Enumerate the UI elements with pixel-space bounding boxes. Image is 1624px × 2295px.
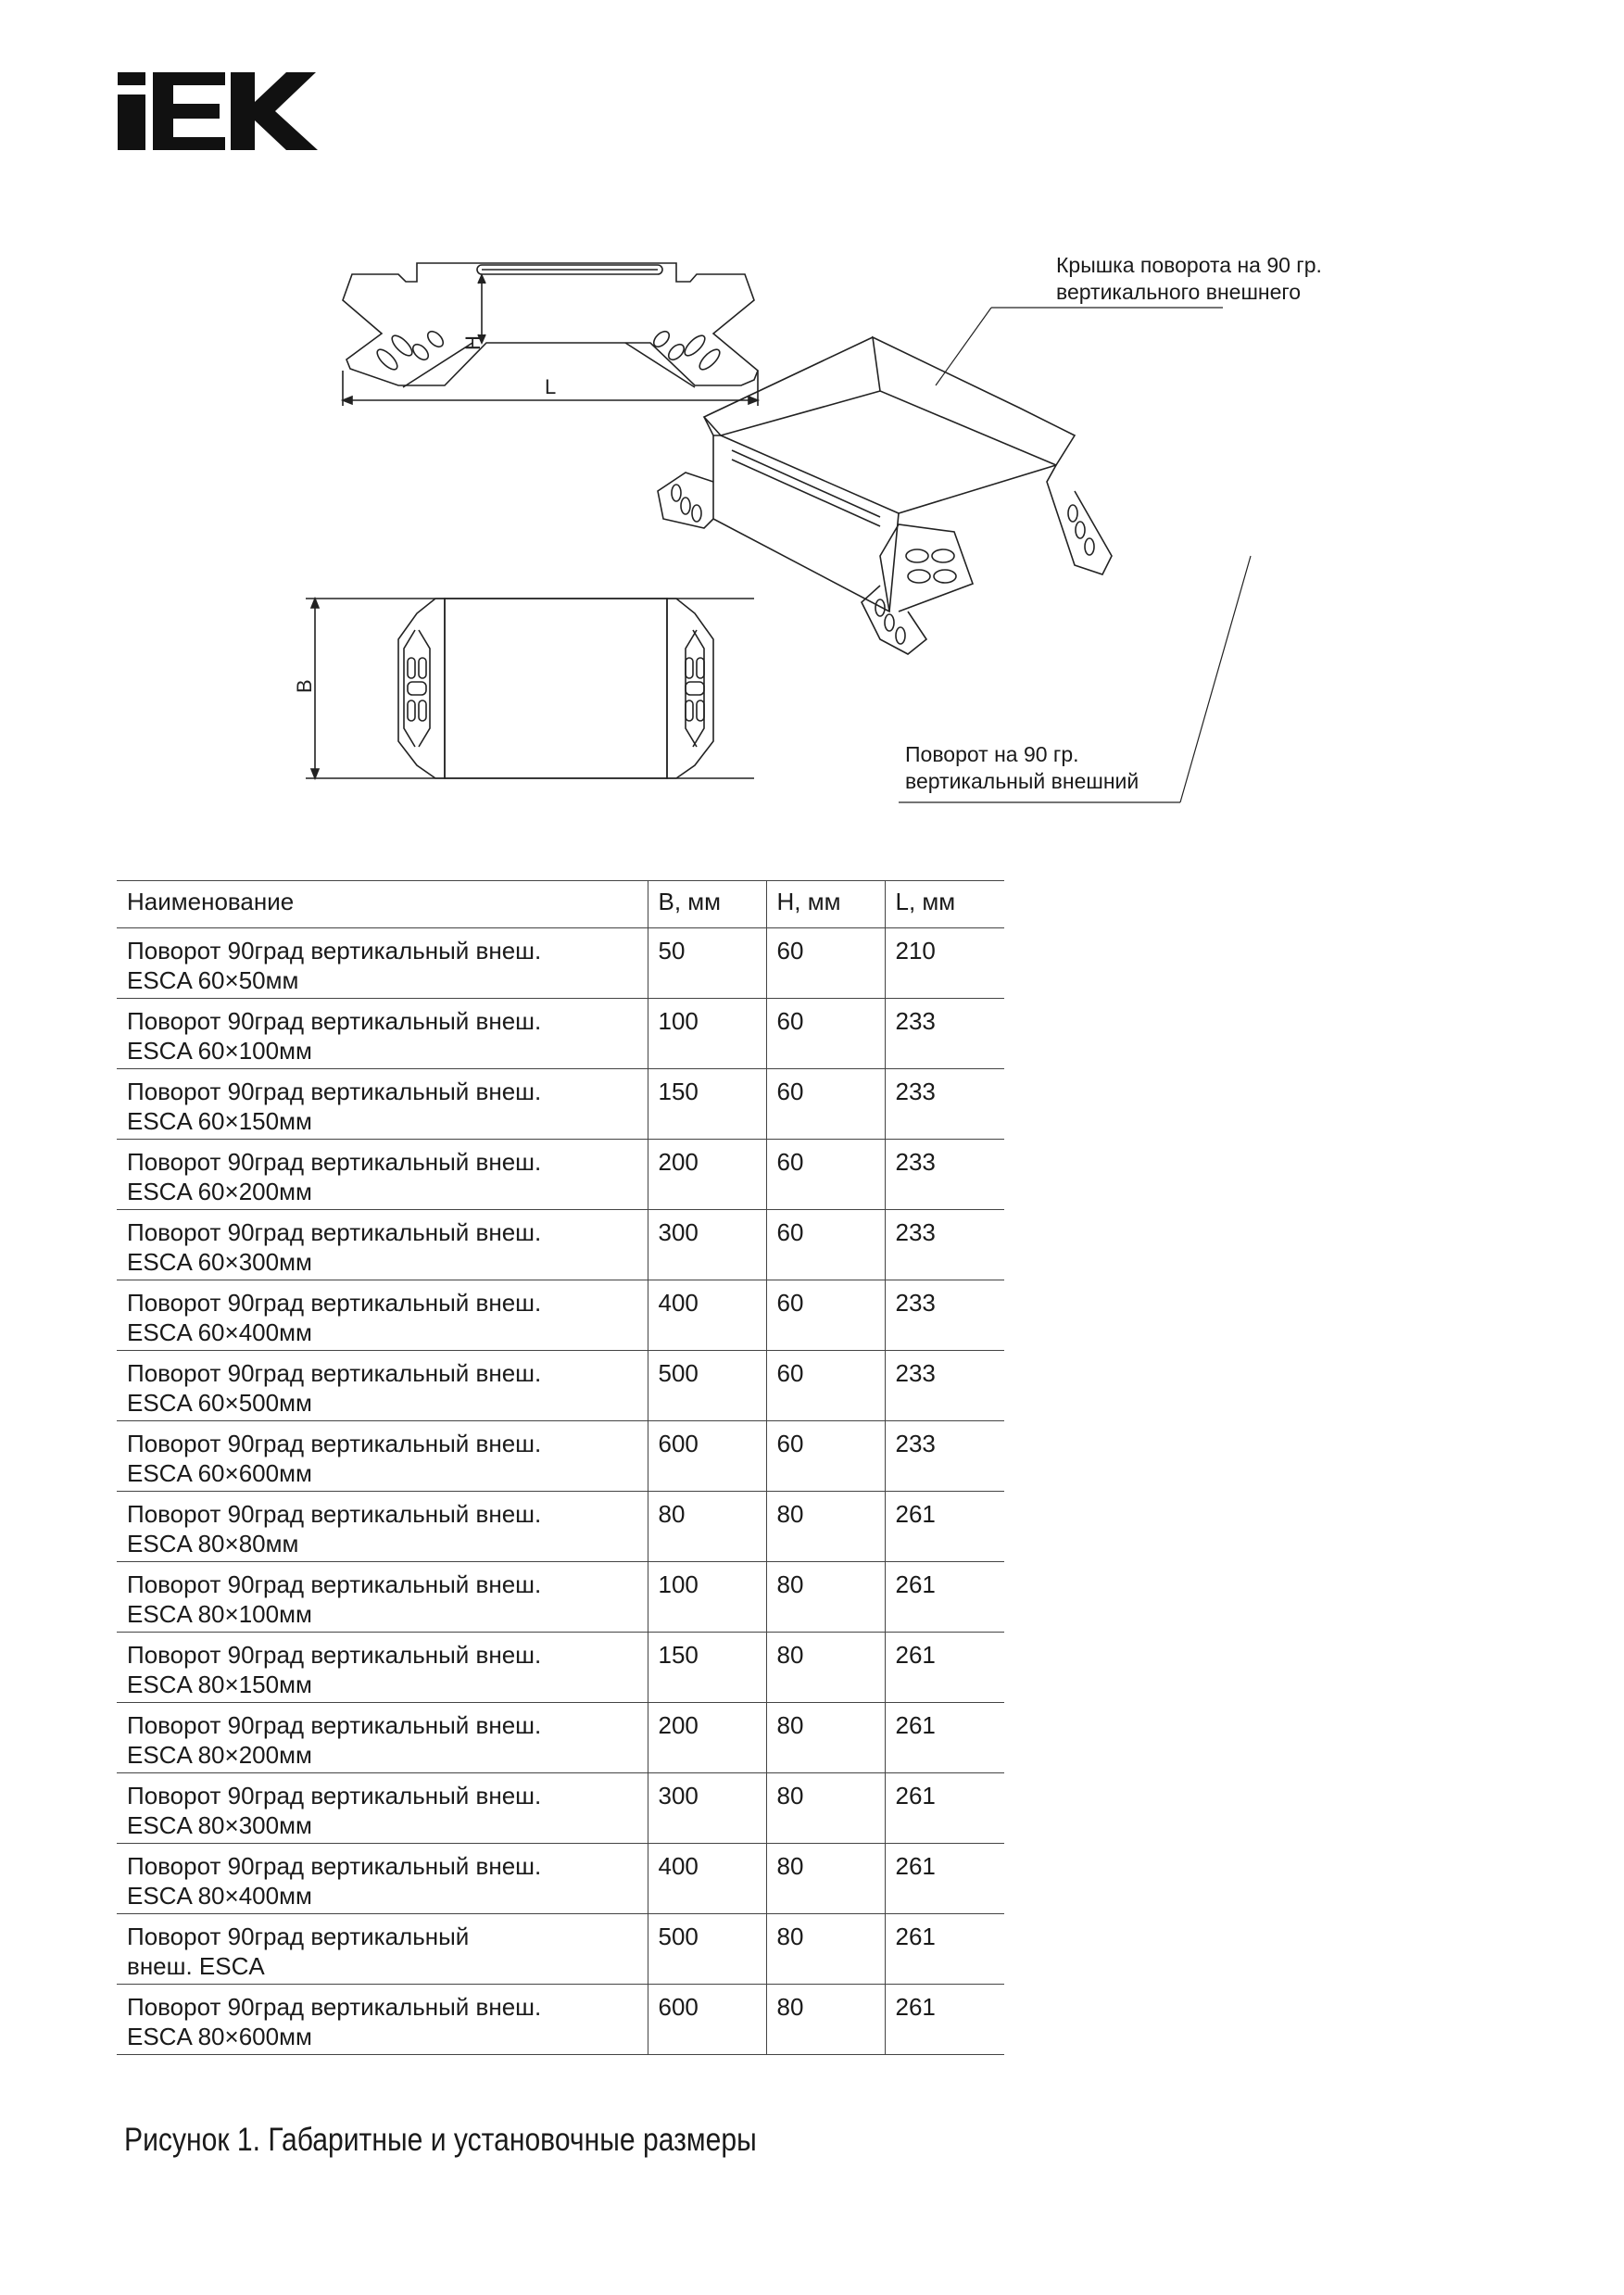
cell-l: 233 <box>885 1421 1004 1492</box>
dim-b-label: B <box>293 679 316 693</box>
cell-h: 80 <box>766 1773 885 1844</box>
cell-l: 261 <box>885 1562 1004 1633</box>
cell-h: 80 <box>766 1492 885 1562</box>
technical-drawing <box>293 250 1353 825</box>
cell-b: 500 <box>648 1351 766 1421</box>
cell-name-line1: Поворот 90град вертикальный внеш. <box>127 1993 542 2021</box>
cell-l: 261 <box>885 1844 1004 1914</box>
table-row <box>117 1140 1004 1210</box>
cell-name <box>117 1069 648 1140</box>
cell-l: 261 <box>885 1985 1004 2055</box>
cell-name-line2: ESCA 60×500мм <box>127 1389 312 1417</box>
table-row <box>117 1421 1004 1492</box>
turn-callout <box>905 741 1139 795</box>
cell-name-line1: Поворот 90град вертикальный внеш. <box>127 1007 542 1035</box>
cell-h: 60 <box>766 1140 885 1210</box>
cell-name-line2: ESCA 60×150мм <box>127 1107 312 1135</box>
cell-name <box>117 1280 648 1351</box>
cell-h: 80 <box>766 1703 885 1773</box>
table-row <box>117 1562 1004 1633</box>
cell-h: 60 <box>766 928 885 999</box>
cell-name-line1: Поворот 90град вертикальный внеш. <box>127 1641 542 1669</box>
cell-l: 233 <box>885 1069 1004 1140</box>
dimensions-table <box>117 880 1004 2055</box>
table-body <box>117 928 1004 2055</box>
cell-name-line2: ESCA 80×80мм <box>127 1530 299 1557</box>
cell-l: 233 <box>885 1351 1004 1421</box>
header-h: H, мм <box>766 881 885 928</box>
cell-h: 60 <box>766 1280 885 1351</box>
cell-name-line2: ESCA 60×300мм <box>127 1248 312 1276</box>
cell-b: 200 <box>648 1140 766 1210</box>
cell-l: 261 <box>885 1492 1004 1562</box>
cell-h: 80 <box>766 1844 885 1914</box>
table-row <box>117 1280 1004 1351</box>
cell-h: 80 <box>766 1985 885 2055</box>
cell-name-line1: Поворот 90град вертикальный внеш. <box>127 1289 542 1317</box>
cell-b: 400 <box>648 1844 766 1914</box>
cell-b: 50 <box>648 928 766 999</box>
cell-name-line2: ESCA 60×100мм <box>127 1037 312 1065</box>
table-row <box>117 1985 1004 2055</box>
cell-name <box>117 1703 648 1773</box>
cell-name-line2: ESCA 80×400мм <box>127 1882 312 1910</box>
cell-name-line2: внеш. ESCA <box>127 1952 265 1980</box>
cell-name-line2: ESCA 60×400мм <box>127 1318 312 1346</box>
cell-b: 600 <box>648 1421 766 1492</box>
table-row <box>117 928 1004 999</box>
cell-name-line2: ESCA 80×150мм <box>127 1671 312 1698</box>
header-l: L, мм <box>885 881 1004 928</box>
cell-l: 233 <box>885 1280 1004 1351</box>
dim-h-label: H <box>461 335 485 350</box>
cell-name-line2: ESCA 80×600мм <box>127 2023 312 2050</box>
cell-name-line1: Поворот 90град вертикальный внеш. <box>127 1711 542 1739</box>
figure-caption: Рисунок 1. Габаритные и установочные размеры <box>124 2122 757 2158</box>
cell-name-line2: ESCA 60×600мм <box>127 1459 312 1487</box>
cell-h: 60 <box>766 999 885 1069</box>
turn-callout-line2: вертикальный внешний <box>905 769 1139 793</box>
cell-b: 300 <box>648 1773 766 1844</box>
cell-name-line2: ESCA 60×200мм <box>127 1178 312 1205</box>
table-row <box>117 1351 1004 1421</box>
header-name: Наименование <box>117 881 648 928</box>
cell-h: 80 <box>766 1562 885 1633</box>
cell-name-line2: ESCA 60×50мм <box>127 966 299 994</box>
cover-callout <box>1056 252 1322 306</box>
cell-b: 600 <box>648 1985 766 2055</box>
cell-name <box>117 1421 648 1492</box>
cell-name <box>117 1985 648 2055</box>
table-row <box>117 1069 1004 1140</box>
cell-name-line1: Поворот 90град вертикальный внеш. <box>127 1359 542 1387</box>
cell-b: 400 <box>648 1280 766 1351</box>
dim-l-label: L <box>545 375 557 398</box>
cell-b: 200 <box>648 1703 766 1773</box>
cell-name <box>117 1140 648 1210</box>
table-row <box>117 1703 1004 1773</box>
cell-name-line1: Поворот 90град вертикальный внеш. <box>127 937 542 965</box>
cell-name <box>117 1633 648 1703</box>
cell-b: 100 <box>648 999 766 1069</box>
cell-name <box>117 1844 648 1914</box>
cell-name-line1: Поворот 90град вертикальный внеш. <box>127 1782 542 1810</box>
table-row <box>117 1492 1004 1562</box>
cell-name <box>117 1492 648 1562</box>
cell-name-line1: Поворот 90град вертикальный внеш. <box>127 1430 542 1457</box>
table-row <box>117 1914 1004 1985</box>
cell-name <box>117 1210 648 1280</box>
cell-name-line2: ESCA 80×300мм <box>127 1811 312 1839</box>
cover-callout-line2: вертикального внешнего <box>1056 280 1302 304</box>
cell-l: 261 <box>885 1914 1004 1985</box>
table-row <box>117 999 1004 1069</box>
cell-name-line1: Поворот 90град вертикальный внеш. <box>127 1078 542 1105</box>
cell-b: 150 <box>648 1633 766 1703</box>
table-row <box>117 1210 1004 1280</box>
cell-l: 261 <box>885 1703 1004 1773</box>
cell-l: 210 <box>885 928 1004 999</box>
cell-b: 80 <box>648 1492 766 1562</box>
header-b: B, мм <box>648 881 766 928</box>
cell-name-line1: Поворот 90град вертикальный внеш. <box>127 1852 542 1880</box>
cell-h: 60 <box>766 1351 885 1421</box>
cell-h: 80 <box>766 1914 885 1985</box>
cell-b: 500 <box>648 1914 766 1985</box>
table-row <box>117 1633 1004 1703</box>
cell-b: 300 <box>648 1210 766 1280</box>
cell-name <box>117 928 648 999</box>
cover-callout-line1: Крышка поворота на 90 гр. <box>1056 253 1322 277</box>
cell-l: 233 <box>885 999 1004 1069</box>
cell-l: 261 <box>885 1773 1004 1844</box>
cell-h: 80 <box>766 1633 885 1703</box>
cell-h: 60 <box>766 1210 885 1280</box>
cell-name-line1: Поворот 90град вертикальный <box>127 1923 470 1950</box>
cell-name <box>117 999 648 1069</box>
cell-h: 60 <box>766 1421 885 1492</box>
cell-b: 150 <box>648 1069 766 1140</box>
turn-callout-line1: Поворот на 90 гр. <box>905 742 1079 766</box>
cell-name-line1: Поворот 90град вертикальный внеш. <box>127 1500 542 1528</box>
cell-l: 233 <box>885 1210 1004 1280</box>
iek-logo <box>116 72 320 156</box>
top-view <box>306 599 754 778</box>
cell-name-line2: ESCA 80×200мм <box>127 1741 312 1769</box>
cell-l: 233 <box>885 1140 1004 1210</box>
table-row <box>117 1773 1004 1844</box>
cell-l: 261 <box>885 1633 1004 1703</box>
cell-name-line1: Поворот 90град вертикальный внеш. <box>127 1148 542 1176</box>
table-header-row <box>117 881 1004 928</box>
cell-name <box>117 1351 648 1421</box>
cell-name <box>117 1773 648 1844</box>
isometric-view <box>658 308 1251 802</box>
cell-b: 100 <box>648 1562 766 1633</box>
cell-h: 60 <box>766 1069 885 1140</box>
table-row <box>117 1844 1004 1914</box>
iek-logo-mark <box>116 72 320 156</box>
cell-name-line1: Поворот 90град вертикальный внеш. <box>127 1570 542 1598</box>
cell-name-line1: Поворот 90град вертикальный внеш. <box>127 1218 542 1246</box>
cell-name <box>117 1914 648 1985</box>
cell-name-line2: ESCA 80×100мм <box>127 1600 312 1628</box>
cell-name <box>117 1562 648 1633</box>
